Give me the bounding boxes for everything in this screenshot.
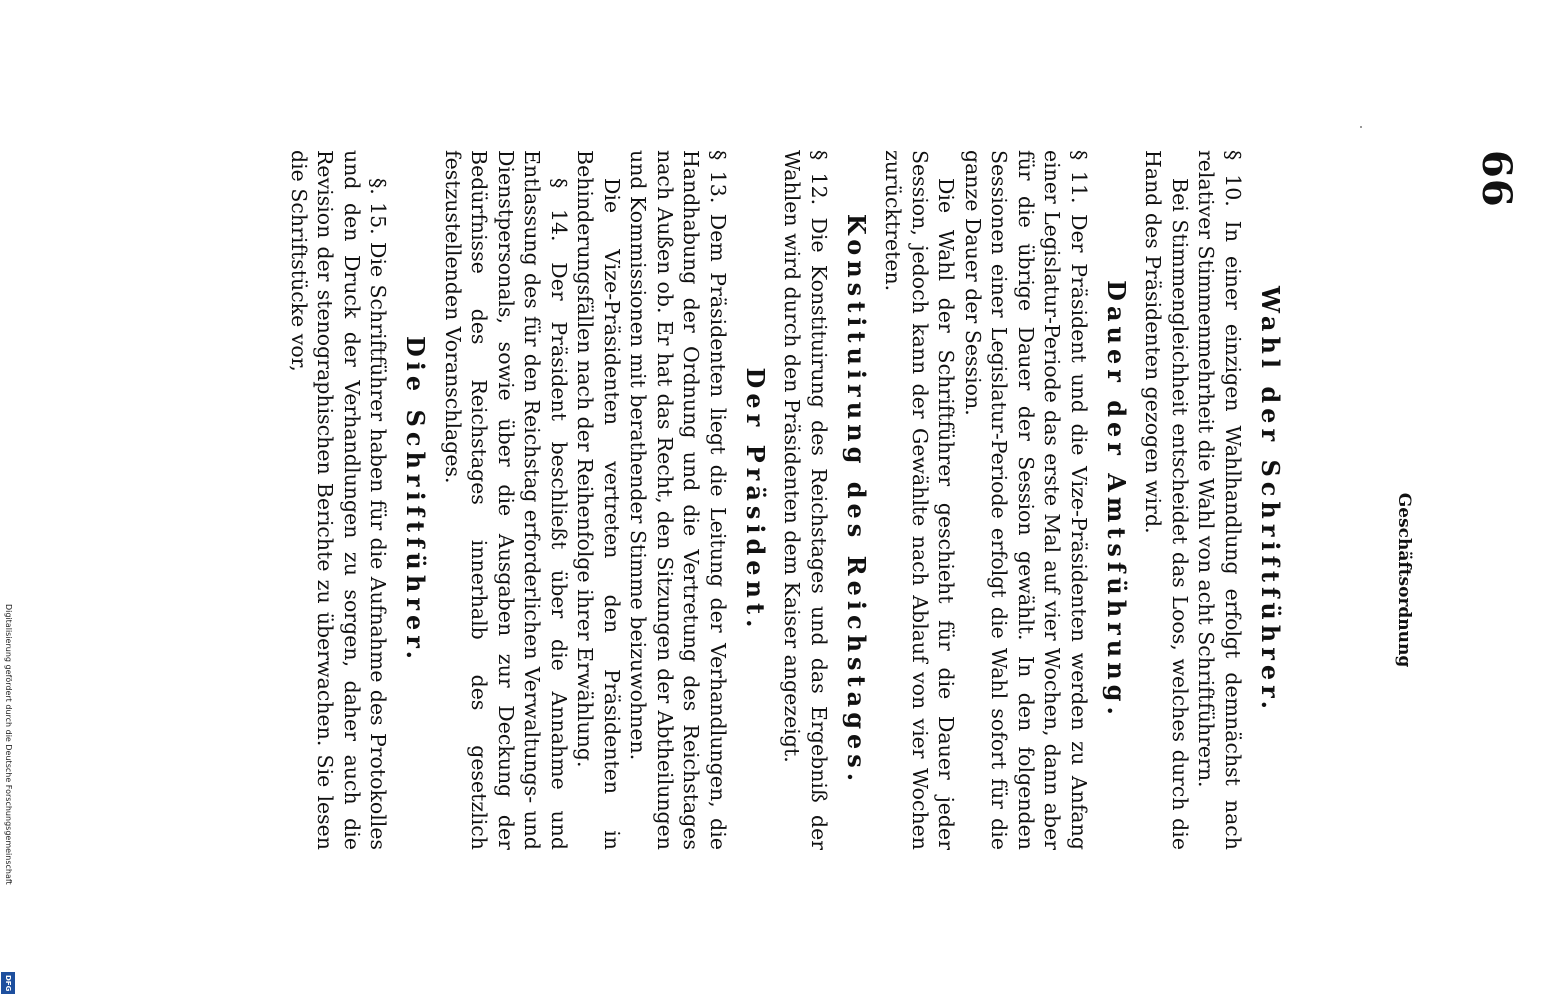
page-number: 66 bbox=[1473, 150, 1520, 208]
body-text bbox=[286, 150, 1295, 850]
paragraph: Die Wahl der Schriftführer geschieht für die Dauer jeder Session, jedoch kann der Gewählte nach Ablauf von vier Wochen zurücktreten. bbox=[881, 150, 959, 850]
paragraph: Die Vize-Präsidenten vertreten den Präsidenten in Behinderungsfällen nach der Reihenfolge ihrer Erwählung. bbox=[573, 150, 624, 850]
paragraph: § 12. Die Konstituirung des Reichstages und das Ergebniß der Wahlen wird durch den Präsidenten dem Kaiser angezeigt. bbox=[780, 150, 831, 850]
running-head: Geschäftsordnung bbox=[1394, 492, 1414, 668]
paragraph: § 13. Dem Präsidenten liegt die Leitung der Verhandlungen, die Handhabung der Ordnung und die Vertretung des Reichstages nach Außen ob. Er hat das Recht, den Sitzungen der Abtheilungen und Kommissionen mit berathender Stimme beizuwohnen. bbox=[626, 150, 730, 850]
section-heading: Konstituirung des Reichstages. bbox=[842, 213, 871, 787]
section-heading: Dauer der Amtsführung. bbox=[1102, 280, 1131, 720]
paragraph: Bei Stimmengleichheit entscheidet das Loos, welches durch die Hand des Präsidenten gezogen wird. bbox=[1141, 150, 1192, 850]
section-heading: Der Präsident. bbox=[741, 367, 770, 633]
paragraph: § 14. Der Präsident beschließt über die Annahme und Entlassung des für den Reichstag erforderlichen Verwaltungs- und Dienstpersonals, sowie über die Ausgaben zur Deckung der Bedürfnisse des Reichstages innerhalb des gesetzlich festzustellenden Voranschlages. bbox=[441, 150, 571, 850]
paragraph: §. 15. Die Schriftführer haben für die Aufnahme des Protokolles und den Druck der Verhandlungen zu sorgen, daher auch die Revision der stenographischen Berichte zu überwachen. Sie lesen die Schriftstücke vor, bbox=[287, 150, 391, 850]
paragraph: § 11. Der Präsident und die Vize-Präsidenten werden zu Anfang einer Legislatur-Periode das erste Mal auf vier Wochen, dann aber für die übrige Dauer der Session gewählt. In den folgenden Sessionen einer Legislatur-Periode erfolgt die Wahl sofort für die ganze Dauer der Session. bbox=[961, 150, 1091, 850]
section-heading: Die Schriftführer. bbox=[401, 335, 431, 665]
paragraph: § 10. In einer einzigen Wahlhandlung erfolgt demnächst nach relativer Stimmenmehrheit die Wahl von acht Schriftführern. bbox=[1194, 150, 1245, 850]
digitization-notice: Digitalisierung gefördert durch die Deutsche Forschungsgemeinschaft bbox=[4, 604, 13, 885]
section-heading: Wahl der Schriftführer. bbox=[1256, 286, 1285, 714]
dfg-logo-icon: DFG bbox=[1, 972, 15, 994]
digitization-strip bbox=[0, 604, 16, 996]
scan-speck bbox=[1360, 126, 1362, 128]
